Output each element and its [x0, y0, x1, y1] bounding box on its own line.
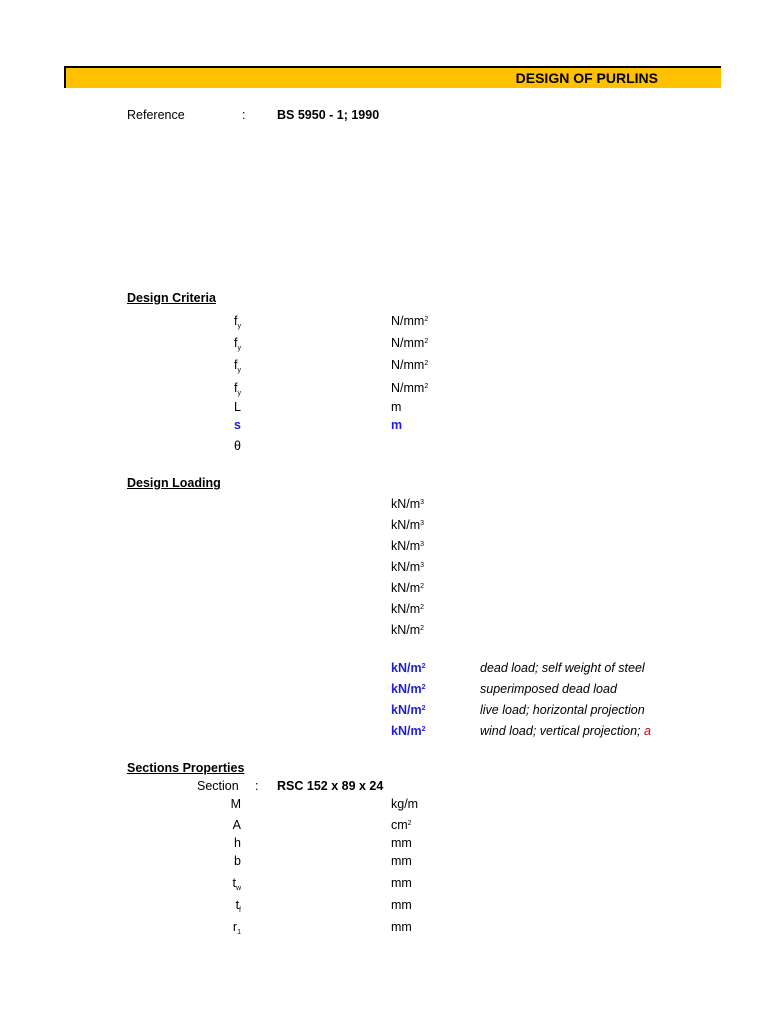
title-banner [64, 66, 721, 88]
design-loading-heading: Design Loading [127, 476, 221, 490]
loading-unit: $kN/m^2$ [391, 602, 425, 616]
criteria-unit: m [391, 400, 402, 414]
load-unit: $kN/m^2$ [391, 661, 426, 675]
section-unit: kg/m [391, 797, 419, 811]
criteria-unit: $N/mm^2$ [391, 314, 429, 328]
section-symbol: b [234, 854, 241, 868]
loading-unit: $kN/m^2$ [391, 623, 425, 637]
load-unit: $kN/m^2$ [391, 724, 426, 738]
reference-label: Reference [127, 108, 185, 122]
section-symbol: $t_w$ [232, 876, 241, 892]
section-symbol: $t_f$ [235, 898, 241, 914]
loading-unit: $kN/m^3$ [391, 539, 425, 553]
criteria-symbol: s [234, 418, 241, 432]
criteria-unit: $N/mm^2$ [391, 381, 429, 395]
loading-unit: $kN/m^2$ [391, 581, 425, 595]
criteria-symbol: $f_y$ [234, 358, 241, 374]
criteria-symbol: $f_y$ [234, 314, 241, 330]
section-unit: mm [391, 876, 412, 890]
reference-value: BS 5950 - 1; 1990 [277, 108, 380, 122]
section-colon: : [255, 779, 259, 793]
section-unit: mm [391, 898, 412, 912]
page-title: DESIGN OF PURLINS [515, 70, 658, 86]
load-unit: $kN/m^2$ [391, 703, 426, 717]
section-unit: mm [391, 836, 412, 850]
loading-unit: $kN/m^3$ [391, 560, 425, 574]
criteria-unit: $N/mm^2$ [391, 358, 429, 372]
criteria-unit: $N/mm^2$ [391, 336, 429, 350]
load-description: wind load; vertical projection; a [480, 724, 651, 738]
section-symbol: A [232, 818, 241, 832]
load-description: dead load; self weight of steel [480, 661, 645, 675]
section-unit: $cm^2$ [391, 818, 412, 832]
criteria-symbol: θ [234, 439, 241, 453]
criteria-symbol: $f_y$ [234, 336, 241, 352]
load-description: superimposed dead load [480, 682, 617, 696]
loading-unit: $kN/m^3$ [391, 518, 425, 532]
section-symbol: h [234, 836, 241, 850]
section-symbol: $r_1$ [232, 920, 241, 936]
load-unit: $kN/m^2$ [391, 682, 426, 696]
criteria-symbol: $f_y$ [234, 381, 241, 397]
load-description: live load; horizontal projection [480, 703, 645, 717]
design-criteria-heading: Design Criteria [127, 291, 216, 305]
section-label: Section [197, 779, 239, 793]
section-value: RSC 152 x 89 x 24 [277, 779, 384, 793]
section-unit: mm [391, 920, 412, 934]
loading-unit: $kN/m^3$ [391, 497, 425, 511]
criteria-symbol: L [234, 400, 241, 414]
criteria-unit: m [391, 418, 403, 432]
section-symbol: M [230, 797, 241, 811]
reference-colon: : [242, 108, 246, 122]
sections-properties-heading: Sections Properties [127, 761, 245, 775]
load-description-note: a [643, 724, 651, 738]
section-unit: mm [391, 854, 412, 868]
